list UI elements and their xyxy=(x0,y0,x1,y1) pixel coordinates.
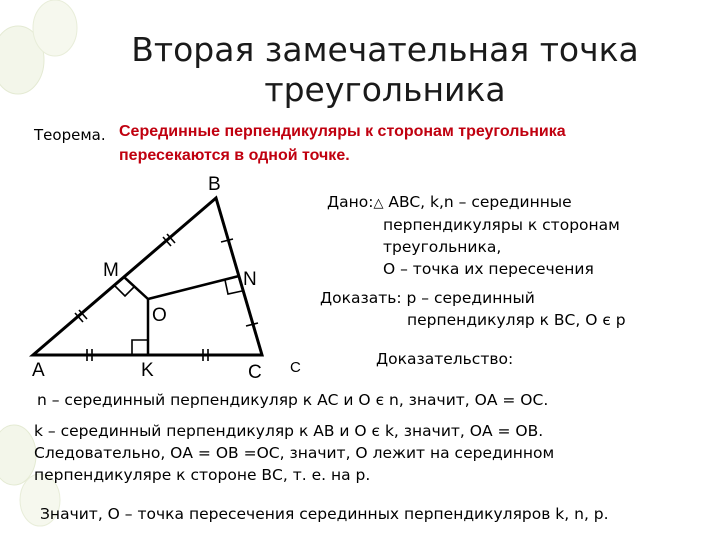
proof-line-2: k – серединный перпендикуляр к АВ и О є k, значит, ОА = ОВ. xyxy=(34,422,544,440)
theorem-line-1: Серединные перпендикуляры к сторонам треугольника xyxy=(119,123,566,140)
title-line-2: треугольника xyxy=(264,70,506,109)
right-angle-k xyxy=(132,340,148,355)
theorem-line-2: пересекаются в одной точке. xyxy=(119,147,350,164)
page-title xyxy=(40,30,720,110)
prove-line-1 xyxy=(320,287,535,309)
given-text-1: ABC, k,n – серединные xyxy=(388,193,572,211)
given-line-1 xyxy=(327,191,572,215)
title-line-1: Вторая замечательная точка xyxy=(131,30,639,69)
perpendicular-om xyxy=(124,277,148,299)
proof-label: Доказательство: xyxy=(376,350,514,368)
proof-conclusion: Значит, О – точка пересечения серединных перпендикуляров k, n, p. xyxy=(40,505,609,523)
proof-line-4: перпендикуляре к стороне ВС, т. е. на p. xyxy=(34,466,371,484)
prove-label: Доказать: xyxy=(320,289,402,307)
label-a: A xyxy=(32,360,45,381)
proof-line-1: n – серединный перпендикуляр к АС и О є n, значит, ОА = ОС. xyxy=(37,391,549,409)
triangle-figure xyxy=(0,170,310,390)
triangle-icon: △ xyxy=(373,196,384,211)
prove-line-2: перпендикуляр к ВС, О є p xyxy=(407,311,626,329)
theorem-label: Теорема. xyxy=(34,126,106,144)
given-line-4: О – точка их пересечения xyxy=(383,260,594,278)
label-o: O xyxy=(152,305,167,326)
label-k: K xyxy=(141,360,154,381)
right-angle-m xyxy=(115,286,135,296)
given-line-2: перпендикуляры к сторонам xyxy=(383,216,620,234)
proof-line-3: Следовательно, ОА = ОВ =ОС, значит, О лежит на серединном xyxy=(34,444,555,462)
label-stray-c: С xyxy=(290,359,301,376)
given-label: Дано: xyxy=(327,193,374,211)
label-c: C xyxy=(248,362,262,383)
label-m: M xyxy=(103,260,119,281)
given-line-3: треугольника, xyxy=(383,238,502,256)
label-n: N xyxy=(243,269,257,290)
label-b: B xyxy=(208,174,221,195)
prove-text-1: p – серединный xyxy=(406,289,535,307)
perpendicular-on xyxy=(148,276,239,299)
